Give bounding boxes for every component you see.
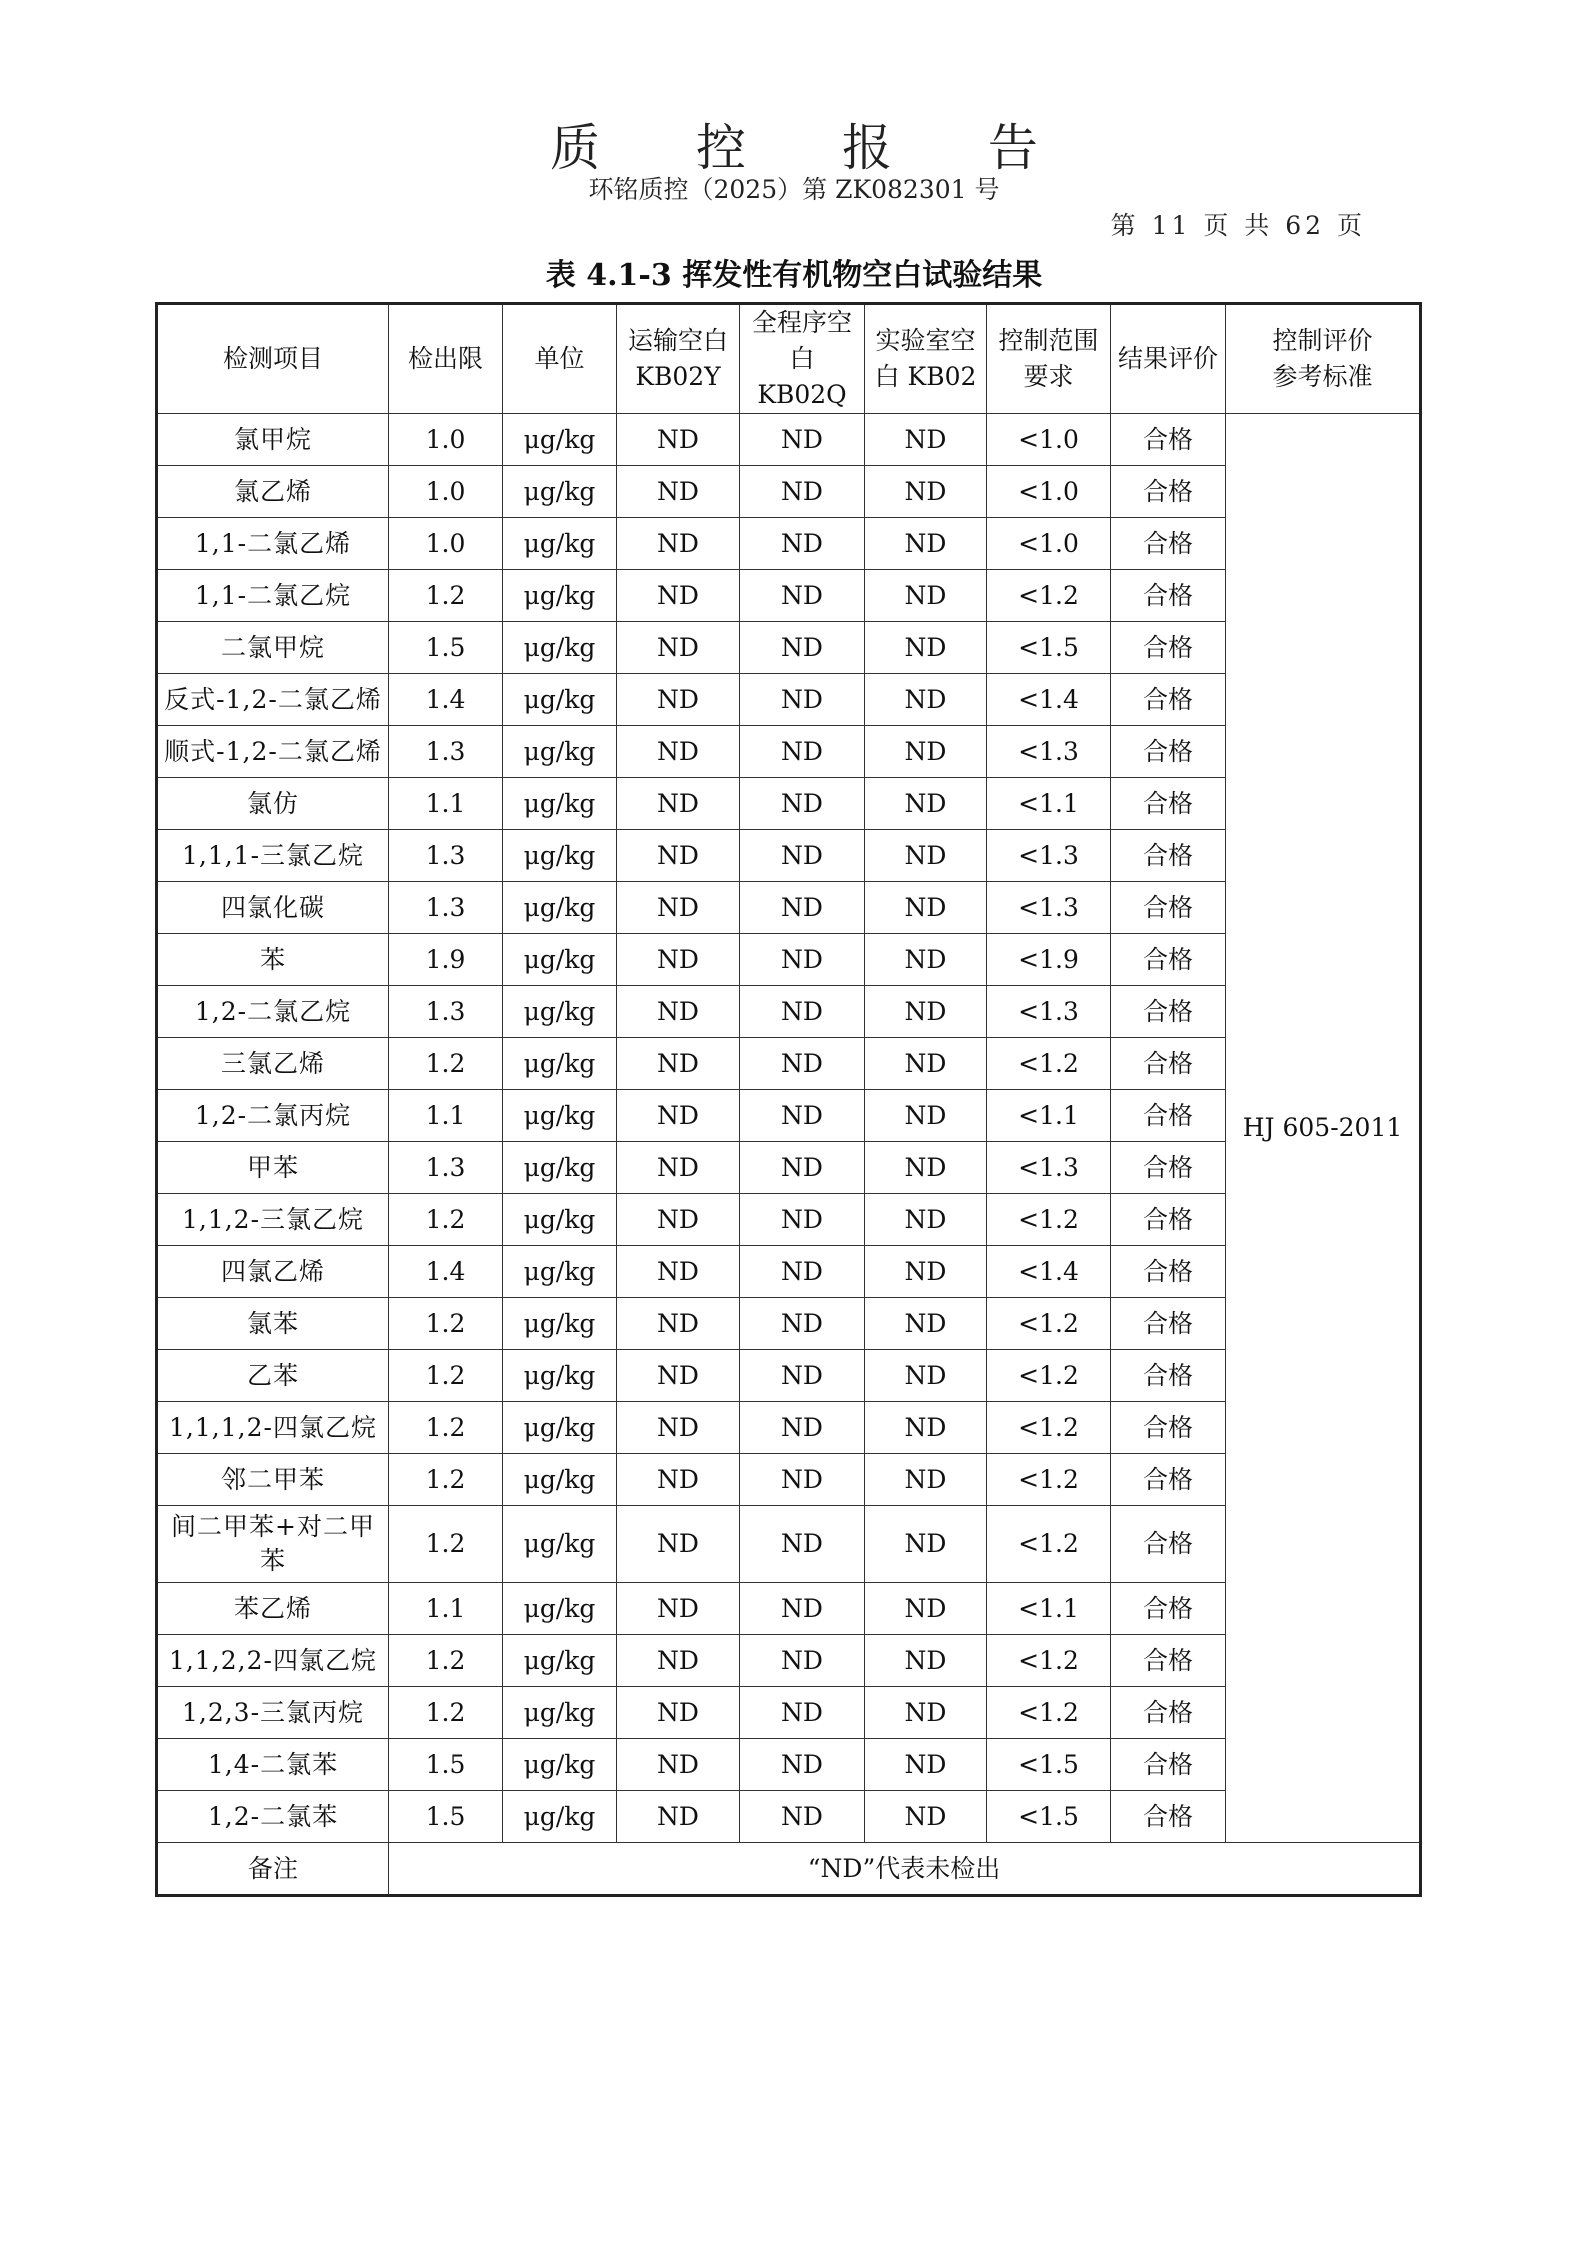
- cell-evaluation: 合格: [1111, 1687, 1226, 1739]
- cell-transport-blank: ND: [617, 1506, 740, 1583]
- cell-control-range: <1.2: [987, 1687, 1111, 1739]
- header-transport-blank: [617, 304, 740, 414]
- cell-control-range: <1.9: [987, 934, 1111, 986]
- cell-full-procedure-blank: ND: [740, 1583, 865, 1635]
- cell-unit: μg/kg: [503, 1583, 617, 1635]
- cell-control-range: <1.2: [987, 1038, 1111, 1090]
- cell-transport-blank: ND: [617, 1194, 740, 1246]
- cell-full-procedure-blank: ND: [740, 934, 865, 986]
- cell-item-name: 苯乙烯: [157, 1583, 389, 1635]
- cell-lab-blank: ND: [865, 1791, 987, 1843]
- cell-item-name: 邻二甲苯: [157, 1454, 389, 1506]
- cell-full-procedure-blank: ND: [740, 622, 865, 674]
- cell-control-range: <1.0: [987, 414, 1111, 466]
- cell-detection-limit: 1.2: [389, 1402, 503, 1454]
- cell-unit: μg/kg: [503, 1506, 617, 1583]
- cell-full-procedure-blank: ND: [740, 1791, 865, 1843]
- cell-full-procedure-blank: ND: [740, 1350, 865, 1402]
- cell-detection-limit: 1.1: [389, 1583, 503, 1635]
- header-lab-blank: [865, 304, 987, 414]
- cell-transport-blank: ND: [617, 1454, 740, 1506]
- cell-lab-blank: ND: [865, 1454, 987, 1506]
- cell-transport-blank: ND: [617, 1402, 740, 1454]
- cell-transport-blank: ND: [617, 1583, 740, 1635]
- cell-control-range: <1.3: [987, 882, 1111, 934]
- cell-lab-blank: ND: [865, 882, 987, 934]
- cell-full-procedure-blank: ND: [740, 986, 865, 1038]
- cell-lab-blank: ND: [865, 674, 987, 726]
- cell-item-name: 三氯乙烯: [157, 1038, 389, 1090]
- cell-lab-blank: ND: [865, 1298, 987, 1350]
- cell-lab-blank: ND: [865, 986, 987, 1038]
- cell-detection-limit: 1.2: [389, 570, 503, 622]
- cell-evaluation: 合格: [1111, 570, 1226, 622]
- table-row: [157, 414, 1421, 466]
- header-line: 结果评价: [1117, 344, 1218, 373]
- cell-evaluation: 合格: [1111, 1635, 1226, 1687]
- cell-transport-blank: ND: [617, 934, 740, 986]
- cell-lab-blank: ND: [865, 1583, 987, 1635]
- cell-full-procedure-blank: ND: [740, 1687, 865, 1739]
- cell-detection-limit: 1.9: [389, 934, 503, 986]
- cell-detection-limit: 1.0: [389, 466, 503, 518]
- cell-item-name: 1,2-二氯乙烷: [157, 986, 389, 1038]
- cell-item-name: 四氯化碳: [157, 882, 389, 934]
- report-title: 质 控 报 告: [550, 119, 1078, 177]
- cell-control-range: <1.4: [987, 1246, 1111, 1298]
- cell-item-name: 1,2-二氯丙烷: [157, 1090, 389, 1142]
- cell-full-procedure-blank: ND: [740, 1246, 865, 1298]
- cell-transport-blank: ND: [617, 518, 740, 570]
- cell-detection-limit: 1.3: [389, 882, 503, 934]
- cell-full-procedure-blank: ND: [740, 414, 865, 466]
- cell-full-procedure-blank: ND: [740, 518, 865, 570]
- cell-evaluation: 合格: [1111, 1791, 1226, 1843]
- cell-item-name: 1,2-二氯苯: [157, 1791, 389, 1843]
- cell-control-range: <1.3: [987, 726, 1111, 778]
- cell-item-name: 氯甲烷: [157, 414, 389, 466]
- cell-unit: μg/kg: [503, 1246, 617, 1298]
- header-reference-standard: [1226, 304, 1421, 414]
- cell-control-range: <1.5: [987, 1791, 1111, 1843]
- cell-evaluation: 合格: [1111, 1090, 1226, 1142]
- cell-item-name: 1,1-二氯乙烷: [157, 570, 389, 622]
- cell-transport-blank: ND: [617, 622, 740, 674]
- cell-full-procedure-blank: ND: [740, 674, 865, 726]
- cell-full-procedure-blank: ND: [740, 1402, 865, 1454]
- cell-unit: μg/kg: [503, 1298, 617, 1350]
- cell-detection-limit: 1.2: [389, 1635, 503, 1687]
- cell-full-procedure-blank: ND: [740, 1506, 865, 1583]
- cell-full-procedure-blank: ND: [740, 1142, 865, 1194]
- table-caption: 表 4.1-3 挥发性有机物空白试验结果: [545, 258, 1043, 293]
- cell-transport-blank: ND: [617, 1635, 740, 1687]
- cell-unit: μg/kg: [503, 986, 617, 1038]
- cell-control-range: <1.2: [987, 1506, 1111, 1583]
- cell-unit: μg/kg: [503, 1739, 617, 1791]
- cell-full-procedure-blank: ND: [740, 882, 865, 934]
- cell-unit: μg/kg: [503, 1090, 617, 1142]
- cell-unit: μg/kg: [503, 1454, 617, 1506]
- cell-item-name: 顺式-1,2-二氯乙烯: [157, 726, 389, 778]
- blank-test-results-table: [155, 302, 1422, 1897]
- cell-item-name: 1,1,1,2-四氯乙烷: [157, 1402, 389, 1454]
- cell-detection-limit: 1.3: [389, 726, 503, 778]
- cell-control-range: <1.3: [987, 1142, 1111, 1194]
- cell-evaluation: 合格: [1111, 414, 1226, 466]
- cell-detection-limit: 1.3: [389, 1142, 503, 1194]
- cell-lab-blank: ND: [865, 1090, 987, 1142]
- cell-item-name: 1,1,2,2-四氯乙烷: [157, 1635, 389, 1687]
- cell-unit: μg/kg: [503, 778, 617, 830]
- header-line: 白 KB02: [874, 362, 977, 391]
- cell-detection-limit: 1.1: [389, 1090, 503, 1142]
- cell-evaluation: 合格: [1111, 934, 1226, 986]
- header-result-evaluation: [1111, 304, 1226, 414]
- table-note-row: [157, 1843, 1421, 1896]
- cell-full-procedure-blank: ND: [740, 1038, 865, 1090]
- cell-unit: μg/kg: [503, 1038, 617, 1090]
- cell-control-range: <1.2: [987, 1194, 1111, 1246]
- cell-lab-blank: ND: [865, 1402, 987, 1454]
- header-line: 参考标准: [1272, 362, 1373, 391]
- cell-item-name: 间二甲苯+对二甲苯: [157, 1506, 389, 1583]
- cell-lab-blank: ND: [865, 466, 987, 518]
- cell-evaluation: 合格: [1111, 1506, 1226, 1583]
- cell-unit: μg/kg: [503, 830, 617, 882]
- cell-unit: μg/kg: [503, 1402, 617, 1454]
- cell-detection-limit: 1.2: [389, 1194, 503, 1246]
- header-line: 运输空白: [627, 326, 728, 355]
- cell-full-procedure-blank: ND: [740, 1090, 865, 1142]
- cell-evaluation: 合格: [1111, 1402, 1226, 1454]
- cell-unit: μg/kg: [503, 934, 617, 986]
- cell-unit: μg/kg: [503, 1194, 617, 1246]
- cell-unit: μg/kg: [503, 414, 617, 466]
- cell-transport-blank: ND: [617, 1246, 740, 1298]
- cell-evaluation: 合格: [1111, 1142, 1226, 1194]
- cell-detection-limit: 1.2: [389, 1687, 503, 1739]
- header-unit: [503, 304, 617, 414]
- cell-control-range: <1.1: [987, 1583, 1111, 1635]
- note-text: “ND”代表未检出: [389, 1843, 1421, 1896]
- cell-lab-blank: ND: [865, 1038, 987, 1090]
- cell-detection-limit: 1.3: [389, 986, 503, 1038]
- cell-item-name: 乙苯: [157, 1350, 389, 1402]
- cell-transport-blank: ND: [617, 1791, 740, 1843]
- cell-control-range: <1.3: [987, 830, 1111, 882]
- cell-evaluation: 合格: [1111, 1350, 1226, 1402]
- cell-lab-blank: ND: [865, 1687, 987, 1739]
- cell-lab-blank: ND: [865, 1506, 987, 1583]
- header-line: 要求: [1023, 362, 1074, 391]
- cell-detection-limit: 1.4: [389, 1246, 503, 1298]
- cell-item-name: 苯: [157, 934, 389, 986]
- cell-item-name: 1,1-二氯乙烯: [157, 518, 389, 570]
- cell-evaluation: 合格: [1111, 778, 1226, 830]
- cell-transport-blank: ND: [617, 882, 740, 934]
- cell-unit: μg/kg: [503, 882, 617, 934]
- cell-control-range: <1.0: [987, 466, 1111, 518]
- cell-full-procedure-blank: ND: [740, 1454, 865, 1506]
- header-line: 检测项目: [222, 344, 323, 373]
- cell-item-name: 氯乙烯: [157, 466, 389, 518]
- cell-full-procedure-blank: ND: [740, 1739, 865, 1791]
- cell-item-name: 氯苯: [157, 1298, 389, 1350]
- cell-unit: μg/kg: [503, 674, 617, 726]
- cell-lab-blank: ND: [865, 934, 987, 986]
- cell-lab-blank: ND: [865, 726, 987, 778]
- cell-evaluation: 合格: [1111, 674, 1226, 726]
- cell-detection-limit: 1.2: [389, 1038, 503, 1090]
- cell-transport-blank: ND: [617, 1687, 740, 1739]
- cell-unit: μg/kg: [503, 518, 617, 570]
- header-line: 控制范围: [998, 326, 1099, 355]
- cell-evaluation: 合格: [1111, 830, 1226, 882]
- header-line: 全程序空: [751, 308, 852, 337]
- cell-full-procedure-blank: ND: [740, 1194, 865, 1246]
- cell-item-name: 四氯乙烯: [157, 1246, 389, 1298]
- cell-item-name: 1,1,1-三氯乙烷: [157, 830, 389, 882]
- header-line: 实验室空: [875, 326, 976, 355]
- cell-transport-blank: ND: [617, 1298, 740, 1350]
- header-item: [157, 304, 389, 414]
- cell-transport-blank: ND: [617, 466, 740, 518]
- cell-detection-limit: 1.5: [389, 1739, 503, 1791]
- cell-transport-blank: ND: [617, 1350, 740, 1402]
- cell-detection-limit: 1.1: [389, 778, 503, 830]
- cell-evaluation: 合格: [1111, 1739, 1226, 1791]
- cell-control-range: <1.2: [987, 1454, 1111, 1506]
- cell-control-range: <1.2: [987, 1350, 1111, 1402]
- cell-transport-blank: ND: [617, 414, 740, 466]
- header-detection-limit: [389, 304, 503, 414]
- cell-transport-blank: ND: [617, 726, 740, 778]
- cell-detection-limit: 1.2: [389, 1298, 503, 1350]
- cell-lab-blank: ND: [865, 1246, 987, 1298]
- cell-control-range: <1.2: [987, 1402, 1111, 1454]
- document-number: 环铭质控（2025）第 ZK082301 号: [588, 175, 1000, 204]
- cell-full-procedure-blank: ND: [740, 1635, 865, 1687]
- cell-detection-limit: 1.5: [389, 1791, 503, 1843]
- cell-lab-blank: ND: [865, 778, 987, 830]
- cell-lab-blank: ND: [865, 414, 987, 466]
- cell-transport-blank: ND: [617, 674, 740, 726]
- cell-item-name: 甲苯: [157, 1142, 389, 1194]
- cell-control-range: <1.2: [987, 1635, 1111, 1687]
- cell-evaluation: 合格: [1111, 986, 1226, 1038]
- cell-transport-blank: ND: [617, 830, 740, 882]
- cell-evaluation: 合格: [1111, 1246, 1226, 1298]
- header-line: 单位: [534, 344, 585, 373]
- cell-control-range: <1.4: [987, 674, 1111, 726]
- cell-unit: μg/kg: [503, 1350, 617, 1402]
- table-header-row: [157, 304, 1421, 414]
- cell-full-procedure-blank: ND: [740, 778, 865, 830]
- header-line: KB02Y: [635, 362, 721, 391]
- cell-evaluation: 合格: [1111, 518, 1226, 570]
- cell-lab-blank: ND: [865, 1194, 987, 1246]
- cell-transport-blank: ND: [617, 1739, 740, 1791]
- cell-detection-limit: 1.2: [389, 1350, 503, 1402]
- header-line: 白 KB02Q: [757, 344, 847, 409]
- cell-detection-limit: 1.3: [389, 830, 503, 882]
- cell-detection-limit: 1.2: [389, 1454, 503, 1506]
- cell-evaluation: 合格: [1111, 622, 1226, 674]
- cell-full-procedure-blank: ND: [740, 726, 865, 778]
- cell-lab-blank: ND: [865, 1739, 987, 1791]
- cell-control-range: <1.5: [987, 622, 1111, 674]
- cell-full-procedure-blank: ND: [740, 466, 865, 518]
- cell-evaluation: 合格: [1111, 1454, 1226, 1506]
- cell-control-range: <1.3: [987, 986, 1111, 1038]
- cell-item-name: 反式-1,2-二氯乙烯: [157, 674, 389, 726]
- cell-item-name: 1,1,2-三氯乙烷: [157, 1194, 389, 1246]
- header-line: 控制评价: [1272, 326, 1373, 355]
- cell-evaluation: 合格: [1111, 1194, 1226, 1246]
- header-full-procedure-blank: [740, 304, 865, 414]
- cell-control-range: <1.1: [987, 1090, 1111, 1142]
- cell-unit: μg/kg: [503, 570, 617, 622]
- cell-detection-limit: 1.0: [389, 518, 503, 570]
- cell-transport-blank: ND: [617, 986, 740, 1038]
- cell-evaluation: 合格: [1111, 882, 1226, 934]
- cell-full-procedure-blank: ND: [740, 570, 865, 622]
- cell-lab-blank: ND: [865, 830, 987, 882]
- cell-detection-limit: 1.2: [389, 1506, 503, 1583]
- header-line: 检出限: [407, 344, 483, 373]
- cell-transport-blank: ND: [617, 1038, 740, 1090]
- cell-unit: μg/kg: [503, 1687, 617, 1739]
- cell-detection-limit: 1.5: [389, 622, 503, 674]
- cell-item-name: 二氯甲烷: [157, 622, 389, 674]
- cell-lab-blank: ND: [865, 1350, 987, 1402]
- page-indicator: 第 11 页 共 62 页: [1110, 211, 1366, 240]
- cell-lab-blank: ND: [865, 1635, 987, 1687]
- cell-unit: μg/kg: [503, 466, 617, 518]
- cell-transport-blank: ND: [617, 1090, 740, 1142]
- cell-item-name: 氯仿: [157, 778, 389, 830]
- cell-transport-blank: ND: [617, 778, 740, 830]
- cell-unit: μg/kg: [503, 1142, 617, 1194]
- cell-reference-standard: HJ 605-2011: [1226, 414, 1421, 1843]
- cell-control-range: <1.1: [987, 778, 1111, 830]
- cell-evaluation: 合格: [1111, 1583, 1226, 1635]
- cell-control-range: <1.2: [987, 1298, 1111, 1350]
- cell-lab-blank: ND: [865, 622, 987, 674]
- cell-transport-blank: ND: [617, 570, 740, 622]
- cell-lab-blank: ND: [865, 570, 987, 622]
- note-label: 备注: [157, 1843, 389, 1896]
- cell-unit: μg/kg: [503, 1791, 617, 1843]
- cell-unit: μg/kg: [503, 622, 617, 674]
- cell-detection-limit: 1.0: [389, 414, 503, 466]
- cell-control-range: <1.0: [987, 518, 1111, 570]
- cell-control-range: <1.2: [987, 570, 1111, 622]
- cell-unit: μg/kg: [503, 726, 617, 778]
- cell-evaluation: 合格: [1111, 466, 1226, 518]
- cell-evaluation: 合格: [1111, 1298, 1226, 1350]
- cell-lab-blank: ND: [865, 518, 987, 570]
- cell-item-name: 1,2,3-三氯丙烷: [157, 1687, 389, 1739]
- cell-control-range: <1.5: [987, 1739, 1111, 1791]
- cell-transport-blank: ND: [617, 1142, 740, 1194]
- cell-lab-blank: ND: [865, 1142, 987, 1194]
- cell-evaluation: 合格: [1111, 1038, 1226, 1090]
- header-control-range: [987, 304, 1111, 414]
- cell-detection-limit: 1.4: [389, 674, 503, 726]
- cell-full-procedure-blank: ND: [740, 1298, 865, 1350]
- cell-item-name: 1,4-二氯苯: [157, 1739, 389, 1791]
- cell-full-procedure-blank: ND: [740, 830, 865, 882]
- cell-evaluation: 合格: [1111, 726, 1226, 778]
- cell-unit: μg/kg: [503, 1635, 617, 1687]
